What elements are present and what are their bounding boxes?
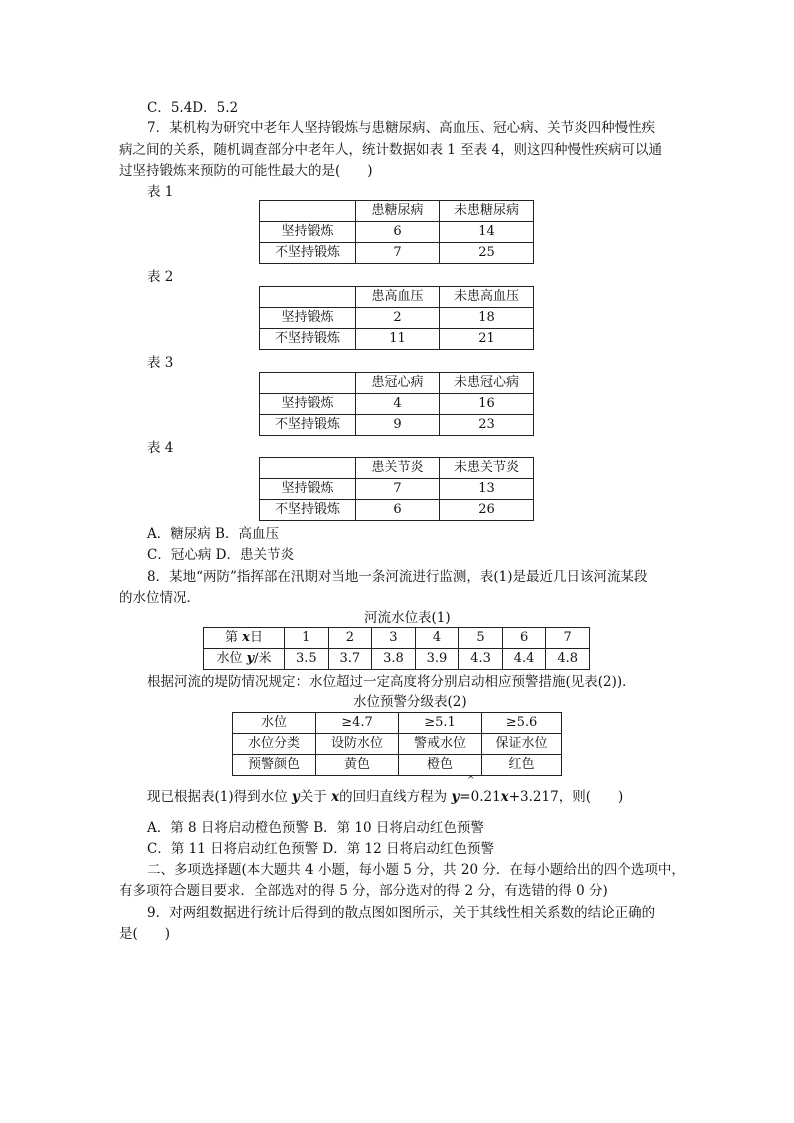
table-cell: 红色 bbox=[482, 755, 562, 776]
table-row-label: 水位分类 bbox=[233, 734, 316, 755]
table-row bbox=[233, 734, 562, 755]
variable-y: y bbox=[291, 789, 300, 805]
table-header-cell: 患高血压 bbox=[356, 287, 440, 308]
table-3 bbox=[259, 372, 534, 436]
q8-line-1: 8．某地“两防”指挥部在汛期对当地一条河流进行监测，表(1)是最近几日该河流某段 bbox=[147, 569, 648, 585]
table-cell bbox=[260, 287, 356, 308]
table-header-cell: 患糖尿病 bbox=[356, 201, 440, 222]
table-cell: 4.3 bbox=[459, 649, 503, 670]
table-cell: ≥5.1 bbox=[399, 713, 482, 734]
table-row-label: 坚持锻炼 bbox=[260, 308, 356, 329]
q8-options-cd: C．第 11 日将启动红色预警 D．第 12 日将启动红色预警 bbox=[147, 841, 494, 857]
table-cell: 4 bbox=[415, 628, 459, 649]
table-row bbox=[204, 628, 590, 649]
equation-y: y bbox=[451, 789, 460, 805]
table-cell: 14 bbox=[440, 222, 534, 243]
table-cell: 3.8 bbox=[372, 649, 416, 670]
table-row bbox=[260, 243, 534, 264]
table-cell: 21 bbox=[440, 329, 534, 350]
table-cell: 3.5 bbox=[285, 649, 329, 670]
table-row-label: 不坚持锻炼 bbox=[260, 243, 356, 264]
table-row-label: 坚持锻炼 bbox=[260, 222, 356, 243]
table-row bbox=[260, 308, 534, 329]
table-row bbox=[260, 287, 534, 308]
q7-line-2: 病之间的关系，随机调查部分中老年人，统计数据如表 1 至表 4，则这四种慢性疾病可以通 bbox=[119, 142, 663, 158]
table-cell: 3.9 bbox=[415, 649, 459, 670]
q9-line-2: 是( ) bbox=[119, 926, 171, 942]
table-cell: 13 bbox=[440, 479, 534, 500]
table-cell: 23 bbox=[440, 415, 534, 436]
table-cell: 6 bbox=[356, 500, 440, 521]
table-cell: 26 bbox=[440, 500, 534, 521]
table-cell: 警戒水位 bbox=[399, 734, 482, 755]
table-row bbox=[233, 755, 562, 776]
table-2 bbox=[259, 286, 534, 350]
table-cell: ≥4.7 bbox=[316, 713, 399, 734]
table-cell: 7 bbox=[546, 628, 590, 649]
table-row-label: 不坚持锻炼 bbox=[260, 415, 356, 436]
table-cell: ≥5.6 bbox=[482, 713, 562, 734]
table-row-label: 坚持锻炼 bbox=[260, 479, 356, 500]
table-cell: 4.4 bbox=[502, 649, 546, 670]
table-3-label: 表 3 bbox=[147, 355, 174, 371]
table-header-cell: 未患高血压 bbox=[440, 287, 534, 308]
regression-text-post: 的回归直线方程为 bbox=[339, 789, 452, 805]
table-cell: 7 bbox=[356, 479, 440, 500]
q7-options-cd: C．冠心病 D．患关节炎 bbox=[147, 547, 294, 563]
table-row bbox=[204, 649, 590, 670]
table-cell bbox=[260, 458, 356, 479]
table-1 bbox=[259, 200, 534, 264]
table-row-label: 水位 bbox=[233, 713, 316, 734]
table-cell: 保证水位 bbox=[482, 734, 562, 755]
table-4 bbox=[259, 457, 534, 521]
warning-level-table bbox=[232, 712, 562, 776]
table-cell: 6 bbox=[502, 628, 546, 649]
table-row bbox=[260, 373, 534, 394]
table-cell bbox=[260, 201, 356, 222]
level-label-pre: 水位 bbox=[216, 651, 247, 666]
q7-line-3: 过坚持锻炼来预防的可能性最大的是( ) bbox=[119, 163, 373, 179]
table-4-label: 表 4 bbox=[147, 440, 174, 456]
table-1-label: 表 1 bbox=[147, 184, 174, 200]
table-2-label: 表 2 bbox=[147, 269, 174, 285]
q9-line-1: 9．对两组数据进行统计后得到的散点图如图所示，关于其线性相关系数的结论正确的 bbox=[147, 905, 656, 921]
table-header-cell: 未患冠心病 bbox=[440, 373, 534, 394]
river-table-title: 河流水位表(1) bbox=[364, 610, 451, 626]
table-row-label: 坚持锻炼 bbox=[260, 394, 356, 415]
table-row bbox=[260, 394, 534, 415]
variable-x: x bbox=[331, 789, 340, 805]
table-cell: 设防水位 bbox=[316, 734, 399, 755]
table-row bbox=[260, 201, 534, 222]
day-label-pre: 第 bbox=[225, 630, 243, 645]
equation-x: x bbox=[500, 789, 509, 805]
level-label-post: /米 bbox=[254, 651, 272, 666]
table-cell: 4 bbox=[356, 394, 440, 415]
table-header-cell: 未患关节炎 bbox=[440, 458, 534, 479]
q8-rule: 根据河流的堤防情况规定：水位超过一定高度将分别启动相应预警措施(见表(2))． bbox=[147, 674, 636, 690]
table-cell: 3.7 bbox=[328, 649, 372, 670]
table-cell: 11 bbox=[356, 329, 440, 350]
warning-table-title: 水位预警分级表(2) bbox=[353, 694, 467, 710]
q6-options: C．5.4D．5.2 bbox=[147, 100, 239, 116]
table-cell: 2 bbox=[328, 628, 372, 649]
table-cell bbox=[260, 373, 356, 394]
q8-regression bbox=[147, 787, 623, 807]
table-cell: 9 bbox=[356, 415, 440, 436]
section-2-line-2: 有多项符合题目要求．全部选对的得 5 分，部分选对的得 2 分，有选错的得 0 分) bbox=[119, 883, 608, 899]
q7-line-1: 7．某机构为研究中老年人坚持锻炼与患糖尿病、高血压、冠心病、关节炎四种慢性疾 bbox=[147, 120, 656, 136]
table-cell: 6 bbox=[356, 222, 440, 243]
table-cell: 18 bbox=[440, 308, 534, 329]
table-cell: 7 bbox=[356, 243, 440, 264]
table-row-label: 预警颜色 bbox=[233, 755, 316, 776]
table-header-cell: 患冠心病 bbox=[356, 373, 440, 394]
table-cell: 2 bbox=[356, 308, 440, 329]
table-row bbox=[260, 222, 534, 243]
table-cell: 4.8 bbox=[546, 649, 590, 670]
table-row-label bbox=[204, 649, 285, 670]
day-label-post: 日 bbox=[249, 630, 263, 645]
table-row bbox=[260, 415, 534, 436]
table-row bbox=[233, 713, 562, 734]
table-cell: 5 bbox=[459, 628, 503, 649]
q8-options-ab: A．第 8 日将启动橙色预警 B．第 10 日将启动红色预警 bbox=[147, 820, 484, 836]
regression-text-mid: 关于 bbox=[299, 789, 332, 805]
table-header-cell: 患关节炎 bbox=[356, 458, 440, 479]
variable-y: y bbox=[246, 651, 255, 666]
table-row bbox=[260, 479, 534, 500]
variable-x: x bbox=[242, 630, 250, 645]
section-2-line-1: 二、多项选择题(本大题共 4 小题，每小题 5 分，共 20 分．在每小题给出的四个选项中， bbox=[147, 862, 685, 878]
hat-symbol: ^ bbox=[467, 776, 475, 786]
q8-line-2: 的水位情况． bbox=[119, 590, 200, 606]
table-row-label: 不坚持锻炼 bbox=[260, 329, 356, 350]
table-header-cell: 未患糖尿病 bbox=[440, 201, 534, 222]
table-row bbox=[260, 458, 534, 479]
table-row bbox=[260, 500, 534, 521]
equation-coef: =0.21 bbox=[459, 789, 501, 805]
table-cell: 16 bbox=[440, 394, 534, 415]
table-cell: 3 bbox=[372, 628, 416, 649]
table-row bbox=[260, 329, 534, 350]
table-row-label bbox=[204, 628, 285, 649]
table-cell: 1 bbox=[285, 628, 329, 649]
table-cell: 黄色 bbox=[316, 755, 399, 776]
river-level-table bbox=[203, 627, 590, 670]
table-cell: 25 bbox=[440, 243, 534, 264]
q7-options-ab: A．糖尿病 B．高血压 bbox=[147, 526, 279, 542]
table-cell: 橙色 bbox=[399, 755, 482, 776]
table-row-label: 不坚持锻炼 bbox=[260, 500, 356, 521]
equation-post: +3.217，则( ) bbox=[508, 789, 624, 805]
regression-text-pre: 现已根据表(1)得到水位 bbox=[147, 789, 292, 805]
